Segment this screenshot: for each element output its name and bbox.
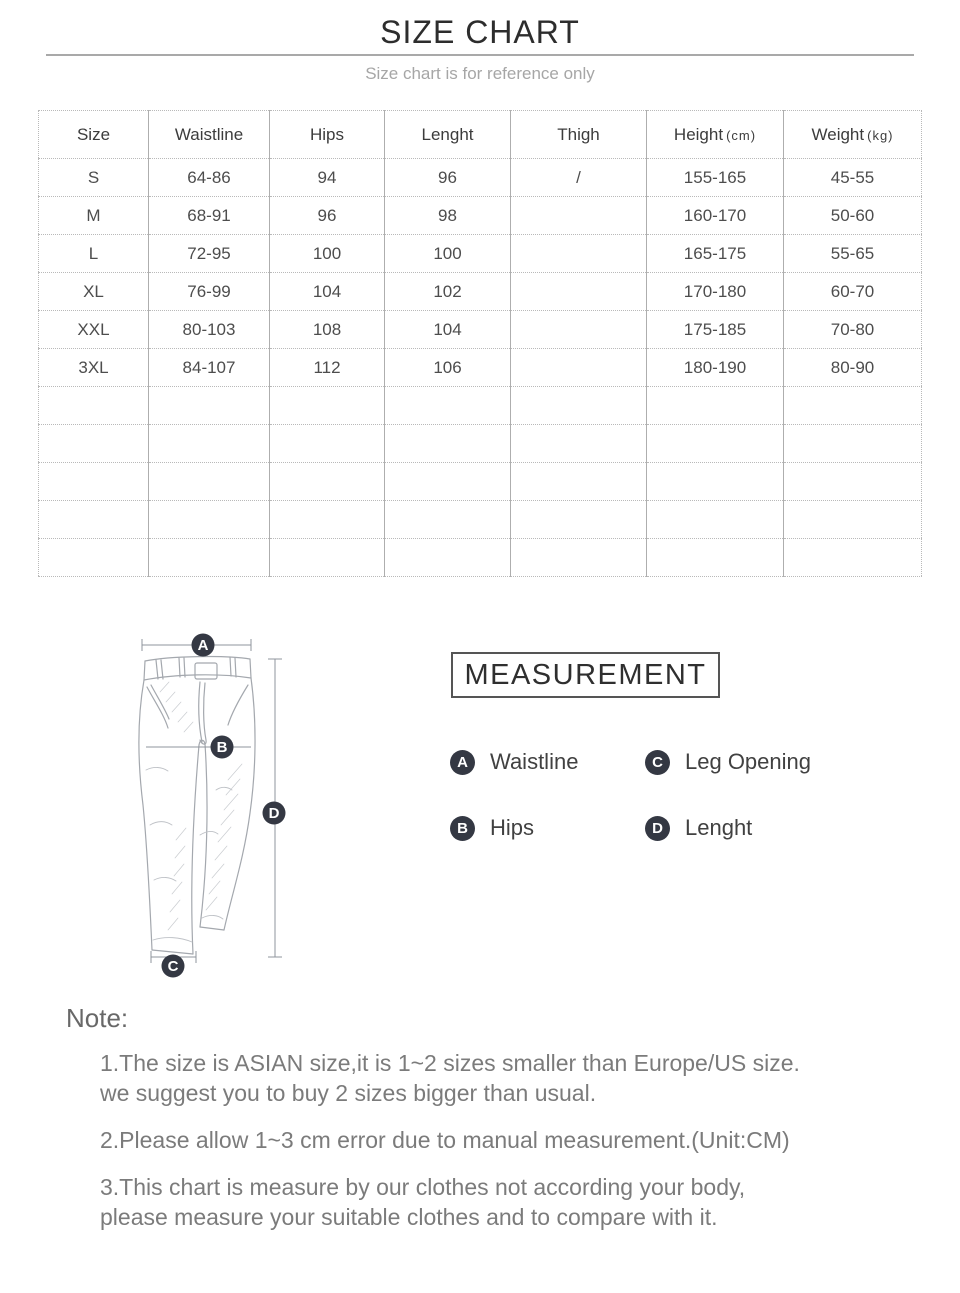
note-3: 3.This chart is measure by our clothes not according your body, please measure your suitable clothes and to compare with it. [100, 1174, 746, 1230]
legend-item-waistline [450, 749, 578, 775]
table-row [39, 273, 922, 311]
measurement-title-box [451, 652, 720, 698]
measurement-guides [142, 639, 282, 963]
table-cell: 96 [385, 159, 511, 197]
empty-cell [511, 501, 647, 539]
table-cell: S [39, 159, 149, 197]
empty-table-row [39, 463, 922, 501]
table-cell: / [511, 159, 647, 197]
measurement-title: MEASUREMENT [464, 658, 707, 691]
table-cell: L [39, 235, 149, 273]
table-cell: 60-70 [784, 273, 922, 311]
empty-cell [39, 387, 149, 425]
empty-table-row [39, 501, 922, 539]
marker-b [211, 736, 234, 759]
empty-cell [149, 387, 270, 425]
marker-d [263, 802, 286, 825]
col-header-weight: Weight (kg) [784, 111, 922, 159]
empty-cell [511, 539, 647, 577]
svg-text:A: A [197, 637, 209, 654]
svg-text:B: B [216, 739, 228, 756]
svg-text:D: D [268, 805, 280, 822]
legend-item-hips [450, 815, 534, 841]
empty-cell [784, 539, 922, 577]
table-cell [511, 311, 647, 349]
empty-cell [784, 501, 922, 539]
legend-label: Lenght [685, 815, 753, 840]
empty-cell [385, 463, 511, 501]
note-2: 2.Please allow 1~3 cm error due to manual measurement.(Unit:CM) [100, 1127, 790, 1153]
notes-heading: Note: [66, 1003, 129, 1033]
table-cell: 45-55 [784, 159, 922, 197]
table-cell [511, 349, 647, 387]
table-cell: 160-170 [647, 197, 784, 235]
size-table [38, 110, 922, 577]
table-cell: 80-103 [149, 311, 270, 349]
empty-cell [270, 501, 385, 539]
table-cell: 84-107 [149, 349, 270, 387]
table-cell [511, 273, 647, 311]
page-title: SIZE CHART [380, 14, 580, 50]
empty-cell [784, 463, 922, 501]
table-row [39, 311, 922, 349]
table-row [39, 235, 922, 273]
empty-cell [647, 501, 784, 539]
table-cell: 64-86 [149, 159, 270, 197]
legend-label: Leg Opening [685, 749, 811, 774]
subtitle: Size chart is for reference only [365, 64, 595, 83]
table-cell: XL [39, 273, 149, 311]
table-cell: 98 [385, 197, 511, 235]
table-cell: 170-180 [647, 273, 784, 311]
table-cell: 3XL [39, 349, 149, 387]
marker-a-badge: A [450, 750, 475, 775]
table-header-row [39, 111, 922, 159]
table-cell: 55-65 [784, 235, 922, 273]
table-cell: 112 [270, 349, 385, 387]
table-cell: 155-165 [647, 159, 784, 197]
col-header-size: Size [39, 111, 149, 159]
empty-cell [385, 539, 511, 577]
col-header-hips: Hips [270, 111, 385, 159]
empty-cell [149, 463, 270, 501]
empty-cell [270, 463, 385, 501]
empty-cell [784, 425, 922, 463]
empty-cell [270, 425, 385, 463]
pants-sketch [139, 657, 255, 954]
table-cell: 180-190 [647, 349, 784, 387]
empty-cell [149, 425, 270, 463]
empty-cell [385, 501, 511, 539]
table-cell: 96 [270, 197, 385, 235]
table-cell: 72-95 [149, 235, 270, 273]
marker-c [162, 955, 185, 978]
marker-a [192, 634, 215, 657]
table-row [39, 349, 922, 387]
col-header-waistline: Waistline [149, 111, 270, 159]
table-row [39, 159, 922, 197]
table-cell: 94 [270, 159, 385, 197]
empty-cell [511, 463, 647, 501]
empty-cell [385, 387, 511, 425]
empty-cell [39, 539, 149, 577]
legend-item-leg-opening [645, 749, 811, 775]
empty-cell [39, 501, 149, 539]
title-divider [46, 54, 914, 56]
legend-label: Hips [490, 815, 535, 840]
empty-cell [511, 425, 647, 463]
table-cell: 76-99 [149, 273, 270, 311]
empty-cell [39, 425, 149, 463]
table-cell: 70-80 [784, 311, 922, 349]
legend-label: Waistline [490, 749, 579, 774]
empty-cell [270, 387, 385, 425]
empty-cell [647, 425, 784, 463]
table-cell: 108 [270, 311, 385, 349]
col-header-lenght: Lenght [385, 111, 511, 159]
empty-cell [647, 539, 784, 577]
marker-d-badge: D [645, 816, 670, 841]
table-cell: 50-60 [784, 197, 922, 235]
empty-cell [647, 463, 784, 501]
note-1: 1.The size is ASIAN size,it is 1~2 sizes smaller than Europe/US size. we suggest you to buy 2 sizes bigger than usual. [100, 1050, 800, 1106]
empty-cell [511, 387, 647, 425]
empty-table-row [39, 425, 922, 463]
empty-cell [647, 387, 784, 425]
col-header-height: Height (cm) [647, 111, 784, 159]
empty-cell [149, 539, 270, 577]
table-cell: 165-175 [647, 235, 784, 273]
table-cell: XXL [39, 311, 149, 349]
table-cell [511, 197, 647, 235]
table-row [39, 197, 922, 235]
marker-c-badge: C [645, 750, 670, 775]
table-cell: 104 [270, 273, 385, 311]
table-cell: 106 [385, 349, 511, 387]
table-cell: 175-185 [647, 311, 784, 349]
empty-cell [39, 463, 149, 501]
empty-cell [270, 539, 385, 577]
marker-b-badge: B [450, 816, 475, 841]
empty-cell [149, 501, 270, 539]
empty-table-row [39, 387, 922, 425]
table-cell [511, 235, 647, 273]
table-cell: 102 [385, 273, 511, 311]
table-cell: 68-91 [149, 197, 270, 235]
empty-table-row [39, 539, 922, 577]
empty-cell [385, 425, 511, 463]
notes-section [66, 1003, 911, 1249]
table-cell: 100 [270, 235, 385, 273]
pants-diagram [120, 630, 300, 980]
table-cell: M [39, 197, 149, 235]
col-header-thigh: Thigh [511, 111, 647, 159]
table-cell: 104 [385, 311, 511, 349]
table-cell: 100 [385, 235, 511, 273]
legend-item-lenght [645, 815, 752, 841]
svg-text:C: C [167, 958, 179, 975]
table-cell: 80-90 [784, 349, 922, 387]
empty-cell [784, 387, 922, 425]
